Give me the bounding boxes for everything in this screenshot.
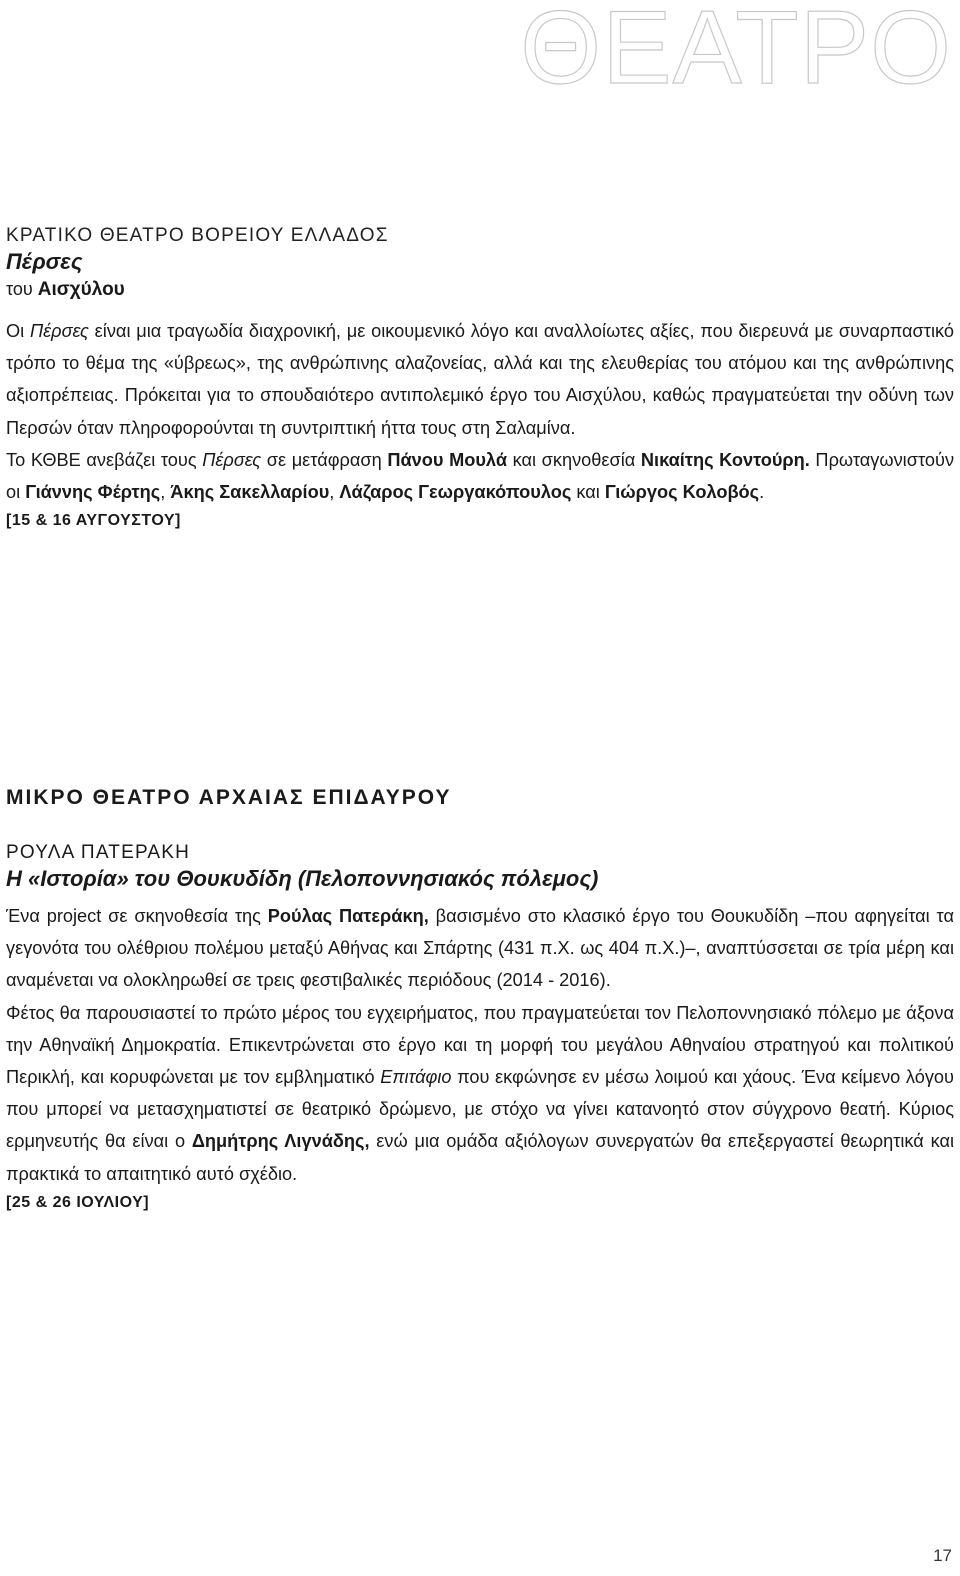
translator-name: Πάνου Μουλά	[387, 449, 507, 470]
actor-name: Γιώργος Κολοβός	[604, 482, 760, 503]
director-name: Νικαίτης Κοντούρη.	[640, 449, 810, 470]
text-run: ,	[160, 482, 171, 503]
text-run: Φέτος θα παρουσιαστεί το πρώτο μέρος του εγχειρήματος, που πραγματεύεται τον Πελοποννησιακό πόλεμο με άξονα την Αθηναϊκή Δημοκρατία. Επικεντρώνεται στο έργο και τη μορφή του μεγάλου Αθηναίου στρατηγού και πολιτικού Περικλή, και κορυφώνεται με τον εμβληματικό	[6, 1002, 954, 1088]
text-run: Πρωταγωνιστούν οι	[6, 449, 955, 503]
director-name: Ρούλας Πατεράκη,	[267, 906, 429, 926]
author-prefix: του	[6, 279, 33, 299]
italic-title: Επιτάφιο	[380, 1067, 452, 1088]
actor-name: Άκης Σακελλαρίου	[170, 482, 330, 503]
actor-name: Λάζαρος Γεωργακόπουλος	[339, 482, 572, 503]
text-run: Ένα project σε σκηνοθεσία της	[6, 906, 268, 926]
page-header-title: ΘΕΑΤΡΟ	[520, 0, 952, 106]
text-run: .	[759, 482, 765, 503]
performance-dates: [25 & 26 ΙΟΥΛΙΟΥ]	[6, 1193, 150, 1211]
text-run: Το ΚΘΒΕ ανεβάζει τους	[6, 449, 203, 470]
performer-name: Δημήτρης Λιγνάδης,	[191, 1131, 370, 1152]
page-number: 17	[933, 1546, 952, 1565]
description-paragraph	[6, 315, 954, 444]
organization-name: ΚΡΑΤΙΚΟ ΘΕΑΤΡΟ ΒΟΡΕΙΟΥ ΕΛΛΑΔΟΣ	[6, 225, 389, 246]
author-name: Αισχύλου	[37, 279, 125, 300]
venue-heading: ΜΙΚΡΟ ΘΕΑΤΡΟ ΑΡΧΑΙΑΣ ΕΠΙΔΑΥΡΟΥ	[6, 786, 452, 809]
description-paragraph	[6, 900, 954, 997]
text-run: και σκηνοθεσία	[507, 449, 641, 470]
section-epidaurus	[6, 786, 954, 1212]
credits-paragraph	[6, 444, 954, 508]
text-run: ,	[329, 482, 340, 503]
text-run: βασισμένο στο κλασικό έργο του Θουκυδίδη –που αφηγείται τα γεγονότα του ολέθριου πολέμου μεταξύ Αθήνας και Σπάρτης (431 π.Χ. ως 404 π.Χ.)–, αναπτύσσεται σε τρία μέρη και αναμένεται να ολοκληρωθεί σε τρεις φεστιβαλικές περιόδους (2014 - 2016).	[6, 906, 954, 991]
play-title: Πέρσες	[6, 249, 83, 274]
actor-name: Γιάννης Φέρτης	[25, 482, 161, 503]
italic-title: Πέρσες	[202, 449, 262, 470]
description-paragraph	[6, 997, 954, 1190]
director-heading: ΡΟΥΛΑ ΠΑΤΕΡΑΚΗ	[6, 842, 191, 863]
section-kthve	[6, 225, 954, 530]
performance-dates: [15 & 16 ΑΥΓΟΥΣΤΟΥ]	[6, 512, 181, 530]
play-author	[6, 279, 954, 301]
play-title: Η «Ιστορία» του Θουκυδίδη (Πελοποννησιακός πόλεμος)	[6, 866, 599, 891]
text-run: Οι	[6, 321, 30, 341]
text-run: σε μετάφραση	[261, 449, 388, 470]
text-run: ενώ μια ομάδα αξιόλογων συνεργατών θα επεξεργαστεί θεωρητικά και πρακτικά το απαιτητικό αυτό σχέδιο.	[6, 1131, 955, 1184]
text-run: είναι μια τραγωδία διαχρονική, με οικουμενικό λόγο και αναλλοίωτες αξίες, που διερευνά με συναρπαστικό τρόπο το θέμα της «ύβρεως», της ανθρώπινης αλαζονείας, αλλά και της ελευθερίας του ατόμου και της ανθρώπινης αξιοπρέπειας. Πρόκειται για το σπουδαιότερο αντιπολεμικό έργο του Αισχύλου, καθώς πραγματεύεται την οδύνη των Περσών όταν πληροφορούνται τη συντριπτική ήττα τους στη Σαλαμίνα.	[6, 321, 954, 438]
italic-title: Πέρσες	[29, 321, 89, 341]
text-run: που εκφώνησε εν μέσω λοιμού και χάους. Ένα κείμενο λόγου που μπορεί να μετασχηματιστεί σε θεατρικό δρώμενο, με στόχο να γίνει κατανοητό στον σύγχρονο θεατή. Κύριος ερμηνευτής θα είναι ο	[6, 1067, 954, 1152]
text-run: και	[571, 482, 605, 503]
